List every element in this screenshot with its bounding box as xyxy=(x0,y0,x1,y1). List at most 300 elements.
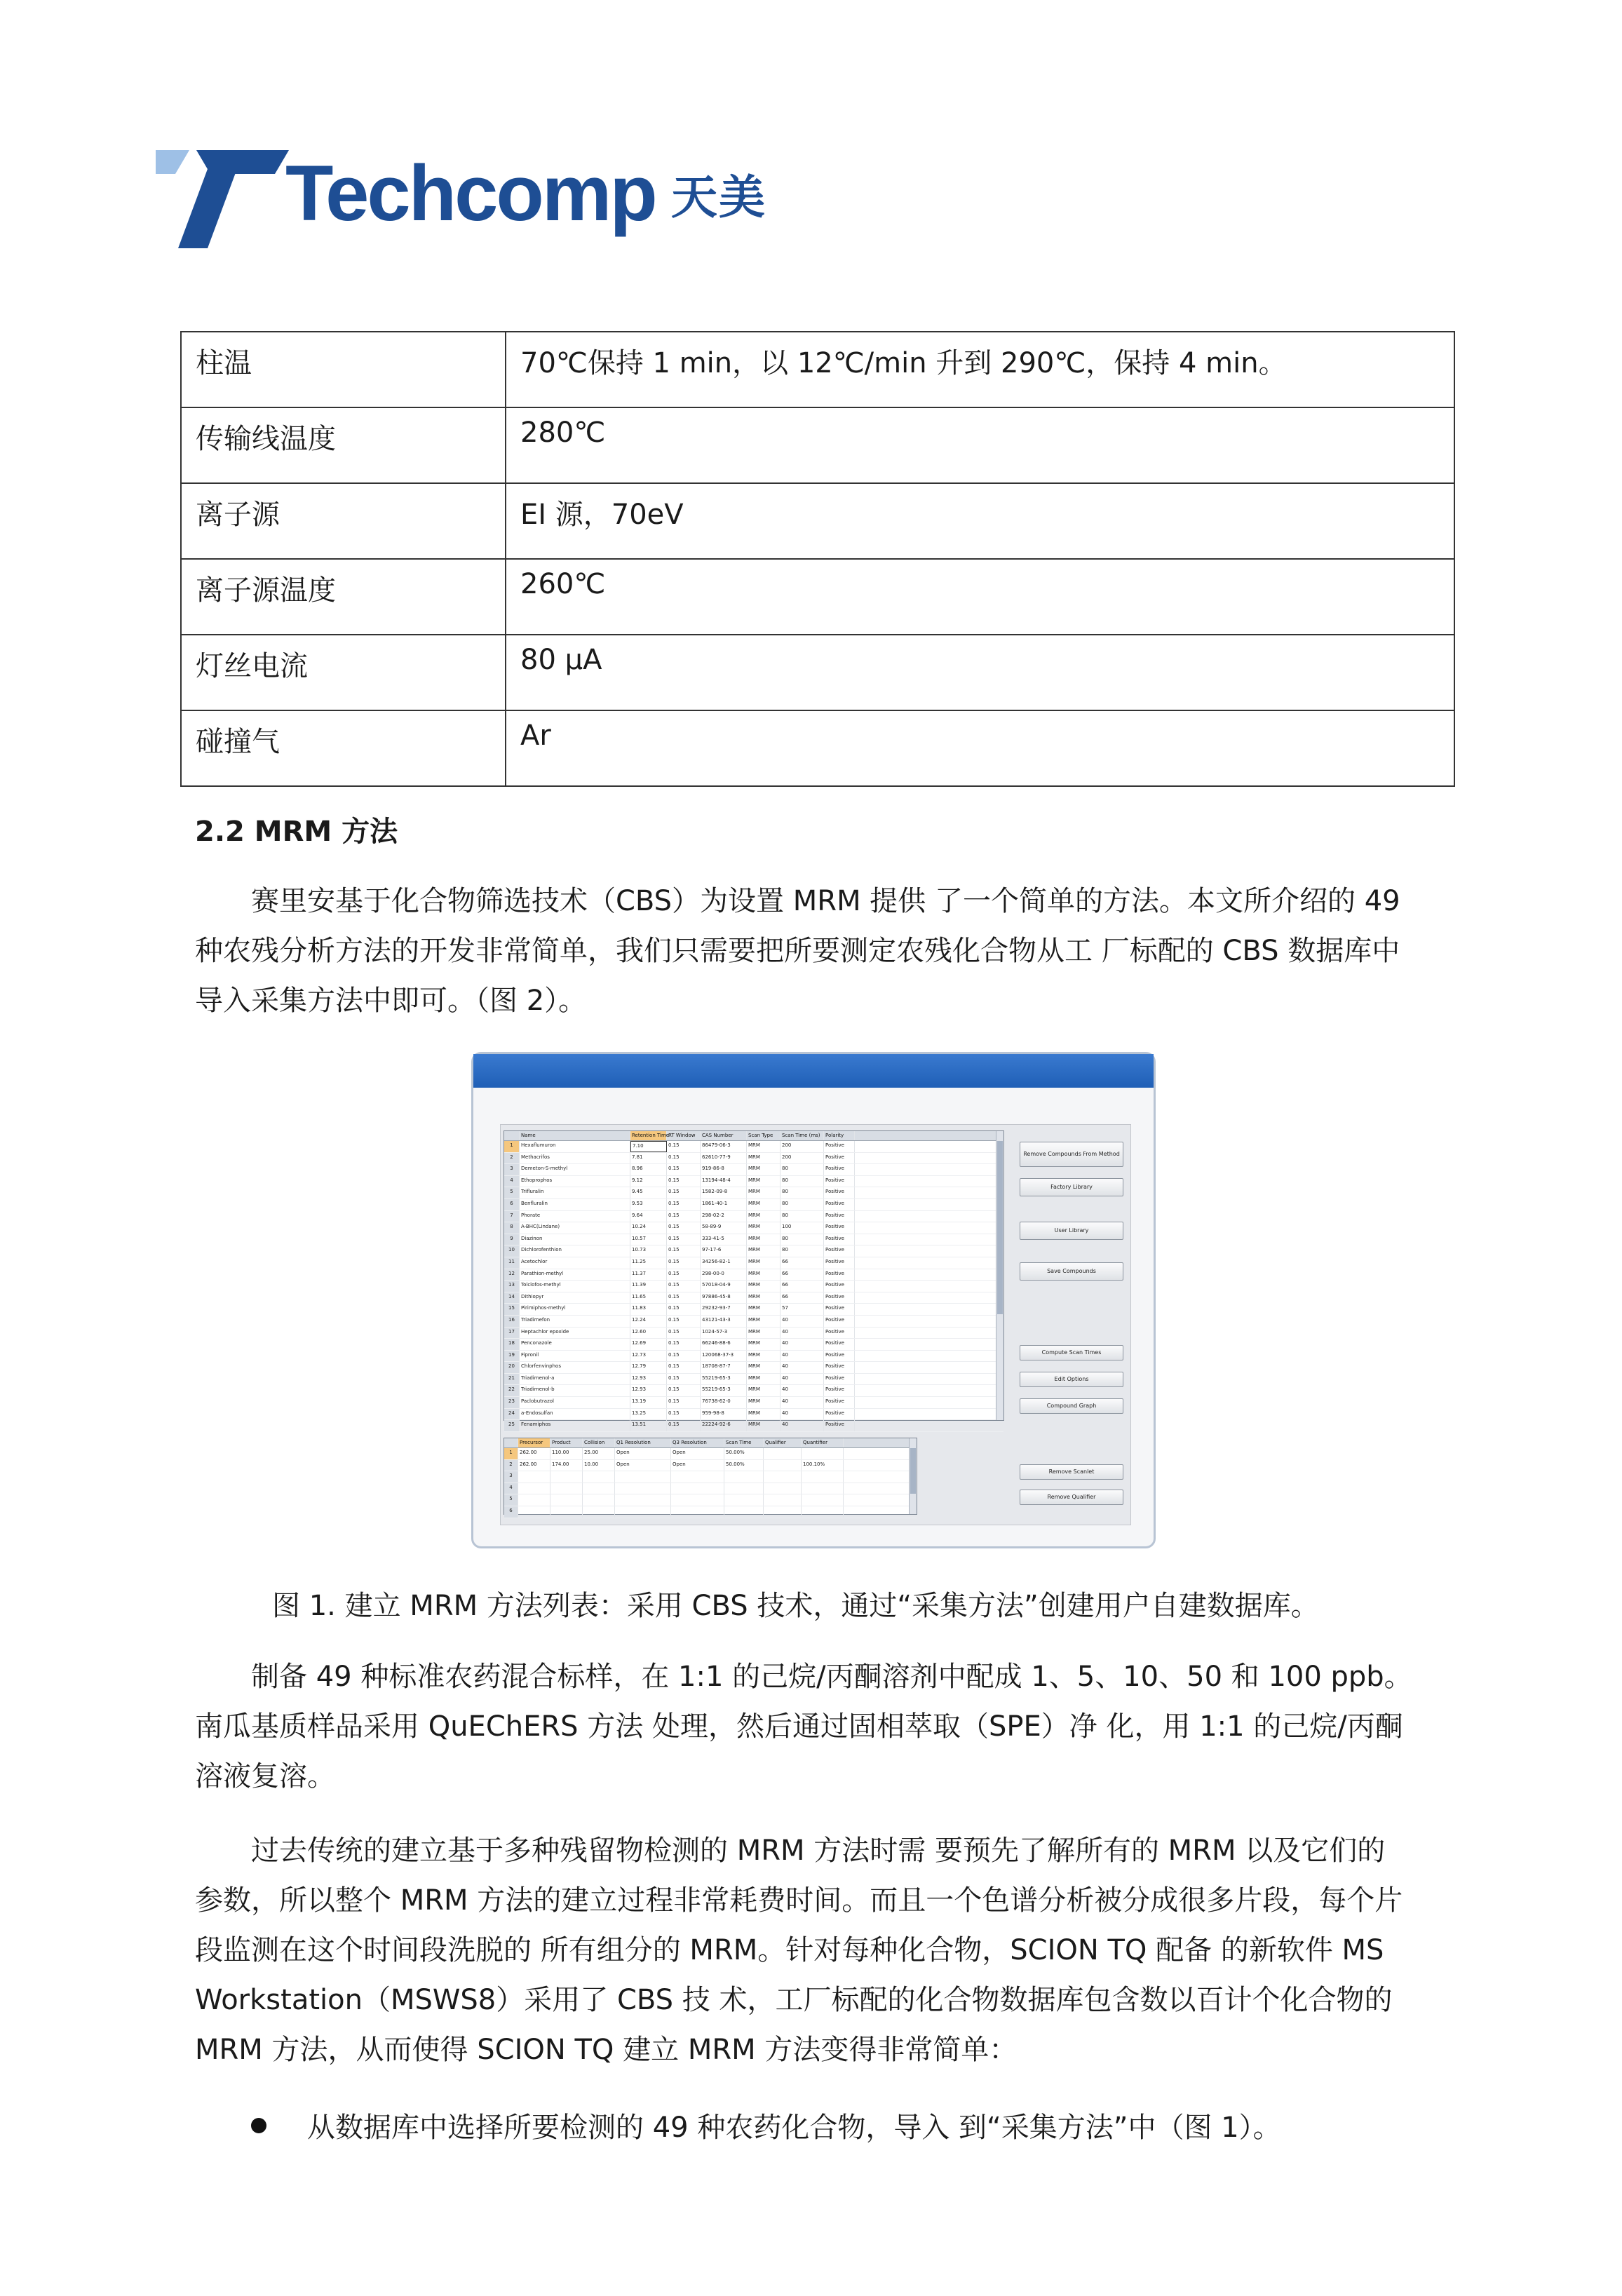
transition-cell xyxy=(550,1506,583,1518)
transition-cell: 6 xyxy=(504,1506,518,1518)
compound-cell: 76738-62-0 xyxy=(701,1397,747,1408)
compound-row[interactable] xyxy=(504,1245,1003,1257)
compound-row[interactable] xyxy=(504,1351,1003,1363)
transition-cell: 110.00 xyxy=(550,1448,583,1459)
transition-header-cell[interactable]: Collision xyxy=(583,1438,615,1447)
compound-cell: Penconazole xyxy=(520,1339,630,1350)
compound-cell: Positive xyxy=(824,1385,855,1396)
compound-cell: 0.15 xyxy=(667,1304,701,1315)
compound-cell: 200 xyxy=(780,1141,824,1152)
param-key: 灯丝电流 xyxy=(181,635,506,710)
transition-header-cell[interactable]: Precursor xyxy=(518,1438,550,1447)
transition-header-cell[interactable]: Q1 Resolution xyxy=(615,1438,671,1447)
compound-cell: 40 xyxy=(780,1409,824,1420)
compound-cell: 13.51 xyxy=(630,1420,667,1431)
save-compounds-button[interactable]: Save Compounds xyxy=(1020,1262,1123,1281)
compound-cell: Positive xyxy=(824,1328,855,1339)
compound-cell: Positive xyxy=(824,1211,855,1222)
params-row xyxy=(181,483,1454,559)
compound-header-cell[interactable]: Scan Time (ms) xyxy=(780,1131,824,1140)
section-heading: 2.2 MRM 方法 xyxy=(195,816,398,848)
param-key: 碰撞气 xyxy=(181,710,506,786)
compound-cell: MRM xyxy=(747,1222,780,1234)
compound-cell: 24 xyxy=(504,1409,520,1420)
transition-cell: 262.00 xyxy=(518,1448,550,1459)
transition-header-cell[interactable]: Qualifier xyxy=(764,1438,802,1447)
transition-row[interactable] xyxy=(504,1471,917,1483)
transition-row[interactable] xyxy=(504,1506,917,1518)
compound-cell: Heptachlor epoxide xyxy=(520,1328,630,1339)
compound-cell: 12 xyxy=(504,1269,520,1281)
compound-cell: MRM xyxy=(747,1292,780,1304)
compound-cell: Methacrifos xyxy=(520,1153,630,1164)
compound-cell: 40 xyxy=(780,1362,824,1373)
compound-cell: 13.25 xyxy=(630,1409,667,1420)
compound-cell: 0.15 xyxy=(667,1351,701,1362)
compound-cell: MRM xyxy=(747,1316,780,1327)
compound-row[interactable] xyxy=(504,1397,1003,1409)
transition-cell: Open xyxy=(671,1448,724,1459)
param-value: 260℃ xyxy=(506,559,1454,635)
compound-cell: 40 xyxy=(780,1328,824,1339)
transition-table-header xyxy=(504,1438,917,1448)
paragraph-line: MRM 方法，从而使得 SCION TQ 建立 MRM 方法变得非常简单： xyxy=(195,2034,1018,2066)
compound-cell: Paclobutrazol xyxy=(520,1397,630,1408)
compound-cell: Positive xyxy=(824,1339,855,1350)
transition-cell xyxy=(724,1494,764,1506)
remove-compounds-button[interactable]: Remove Compounds From Method xyxy=(1020,1142,1123,1167)
compound-cell: MRM xyxy=(747,1211,780,1222)
compound-cell: MRM xyxy=(747,1234,780,1245)
transition-cell: 25.00 xyxy=(583,1448,615,1459)
compound-cell: 40 xyxy=(780,1420,824,1431)
compound-cell: Dichlorofenthion xyxy=(520,1245,630,1257)
compound-cell: 57018-04-9 xyxy=(701,1281,747,1292)
compound-cell: Positive xyxy=(824,1245,855,1257)
param-key: 传输线温度 xyxy=(181,407,506,483)
factory-library-button[interactable]: Factory Library xyxy=(1020,1178,1123,1196)
compound-cell: 80 xyxy=(780,1211,824,1222)
compound-row[interactable] xyxy=(504,1257,1003,1269)
compound-cell: MRM xyxy=(747,1339,780,1350)
transition-cell xyxy=(615,1494,671,1506)
compound-cell: 959-98-8 xyxy=(701,1409,747,1420)
transition-cell: 3 xyxy=(504,1471,518,1483)
transition-cell: 5 xyxy=(504,1494,518,1506)
compound-cell: MRM xyxy=(747,1281,780,1292)
compound-row[interactable] xyxy=(504,1187,1003,1199)
compound-cell: Positive xyxy=(824,1164,855,1175)
compound-cell: 0.15 xyxy=(667,1211,701,1222)
compound-cell: 25 xyxy=(504,1420,520,1431)
compound-row[interactable] xyxy=(504,1328,1003,1339)
params-row xyxy=(181,635,1454,710)
compound-cell: 0.15 xyxy=(667,1281,701,1292)
compound-row[interactable] xyxy=(504,1199,1003,1211)
compound-cell: 97886-45-8 xyxy=(701,1292,747,1304)
compound-cell: Tolclofos-methyl xyxy=(520,1281,630,1292)
transition-cell: 10.00 xyxy=(583,1460,615,1471)
transition-cell: Open xyxy=(671,1460,724,1471)
compound-cell: 1861-40-1 xyxy=(701,1199,747,1210)
compound-cell: 80 xyxy=(780,1164,824,1175)
compound-row[interactable] xyxy=(504,1385,1003,1397)
compound-cell: MRM xyxy=(747,1257,780,1269)
compound-cell: 13.19 xyxy=(630,1397,667,1408)
compound-cell: 1582-09-8 xyxy=(701,1187,747,1198)
compound-cell: 12.93 xyxy=(630,1374,667,1385)
compound-cell: 11.83 xyxy=(630,1304,667,1315)
compound-cell: 97-17-6 xyxy=(701,1245,747,1257)
compound-cell: 9 xyxy=(504,1234,520,1245)
compound-cell: 120068-37-3 xyxy=(701,1351,747,1362)
compound-cell: 40 xyxy=(780,1339,824,1350)
compound-cell: 2 xyxy=(504,1153,520,1164)
compound-cell: Positive xyxy=(824,1304,855,1315)
compound-cell: 10.57 xyxy=(630,1234,667,1245)
compound-cell: Positive xyxy=(824,1269,855,1281)
compound-cell: Parathion-methyl xyxy=(520,1269,630,1281)
compound-cell: 19 xyxy=(504,1351,520,1362)
compound-row[interactable] xyxy=(504,1281,1003,1292)
compound-cell: Acetochlor xyxy=(520,1257,630,1269)
compound-table xyxy=(504,1130,1004,1428)
paragraph-line: 参数，所以整个 MRM 方法的建立过程非常耗费时间。而且一个色谱分析被分成很多片段，每个片 xyxy=(195,1884,1403,1917)
compound-cell: Fenamiphos xyxy=(520,1420,630,1431)
compound-cell: 10.73 xyxy=(630,1245,667,1257)
transition-cell xyxy=(671,1494,724,1506)
transition-header-cell[interactable] xyxy=(504,1438,518,1447)
compound-cell: 13 xyxy=(504,1281,520,1292)
compound-cell: 7.10 xyxy=(630,1141,667,1152)
compound-header-cell[interactable]: Polarity xyxy=(824,1131,855,1140)
compound-cell: 10 xyxy=(504,1245,520,1257)
compound-cell: 0.15 xyxy=(667,1257,701,1269)
params-row xyxy=(181,407,1454,483)
param-value: 70℃保持 1 min，以 12℃/min 升到 290℃，保持 4 min。 xyxy=(506,332,1454,407)
compound-cell: Demeton-S-methyl xyxy=(520,1164,630,1175)
compound-row[interactable] xyxy=(504,1362,1003,1374)
compound-cell: 23 xyxy=(504,1397,520,1408)
compound-cell: 0.15 xyxy=(667,1245,701,1257)
paragraph-line: 制备 49 种标准农药混合标样，在 1:1 的己烷/丙酮溶剂中配成 1、5、10、50 和 100 ppb。 xyxy=(251,1661,1412,1693)
compound-cell: 40 xyxy=(780,1397,824,1408)
compound-cell: Positive xyxy=(824,1362,855,1373)
compound-cell: MRM xyxy=(747,1328,780,1339)
compound-cell: 0.15 xyxy=(667,1269,701,1281)
transition-cell: Open xyxy=(615,1460,671,1471)
compound-cell: 62610-77-9 xyxy=(701,1153,747,1164)
compound-row[interactable] xyxy=(504,1374,1003,1386)
compound-cell: 0.15 xyxy=(667,1328,701,1339)
transition-cell xyxy=(724,1483,764,1494)
transition-cell xyxy=(764,1483,802,1494)
paragraph-line: Workstation（MSWS8）采用了 CBS 技 术，工厂标配的化合物数据库包含数以百计个化合物的 xyxy=(195,1984,1393,2016)
compound-header-cell[interactable]: Name xyxy=(520,1131,630,1140)
transition-header-cell[interactable]: Product xyxy=(550,1438,583,1447)
compound-cell: Triadimenol-b xyxy=(520,1385,630,1396)
compound-cell: 12.60 xyxy=(630,1328,667,1339)
compound-cell: Positive xyxy=(824,1141,855,1152)
compound-cell: 11.25 xyxy=(630,1257,667,1269)
techcomp-t-mark-icon xyxy=(156,150,289,248)
compound-cell: Positive xyxy=(824,1234,855,1245)
compound-cell: Benfluralin xyxy=(520,1199,630,1210)
compound-cell: 7 xyxy=(504,1211,520,1222)
transition-header-cell[interactable]: Quantifier xyxy=(802,1438,844,1447)
compound-cell: 40 xyxy=(780,1316,824,1327)
compound-cell: 66 xyxy=(780,1257,824,1269)
transition-cell xyxy=(671,1483,724,1494)
compound-cell: MRM xyxy=(747,1199,780,1210)
compound-header-cell[interactable]: Scan Type xyxy=(747,1131,780,1140)
compound-row[interactable] xyxy=(504,1141,1003,1153)
compound-row[interactable] xyxy=(504,1164,1003,1176)
transition-cell xyxy=(671,1471,724,1483)
transition-cell xyxy=(724,1506,764,1518)
transition-cell xyxy=(518,1483,550,1494)
compound-row[interactable] xyxy=(504,1339,1003,1351)
compound-cell: 12.24 xyxy=(630,1316,667,1327)
bullet-text: 从数据库中选择所要检测的 49 种农药化合物，导入 到“采集方法”中（图 1）。 xyxy=(307,2112,1281,2144)
transition-cell xyxy=(615,1471,671,1483)
compound-cell: 86479-06-3 xyxy=(701,1141,747,1152)
paragraph-line: 段监测在这个时间段洗脱的 所有组分的 MRM。针对每种化合物，SCION TQ 配备 的新软件 MS xyxy=(195,1934,1384,1966)
transition-cell: 262.00 xyxy=(518,1460,550,1471)
compound-cell: 6 xyxy=(504,1199,520,1210)
compound-cell: 12.79 xyxy=(630,1362,667,1373)
transition-cell xyxy=(615,1483,671,1494)
edit-options-button[interactable]: Edit Options xyxy=(1020,1372,1123,1387)
compound-row[interactable] xyxy=(504,1304,1003,1316)
transition-cell: 50.00% xyxy=(724,1460,764,1471)
compound-cell: Positive xyxy=(824,1374,855,1385)
transition-cell xyxy=(764,1506,802,1518)
compound-cell: 20 xyxy=(504,1362,520,1373)
compound-cell: A-BHC(Lindane) xyxy=(520,1222,630,1234)
compound-cell: Triadimefon xyxy=(520,1316,630,1327)
compound-cell: a-Endosulfan xyxy=(520,1409,630,1420)
compound-cell: 66 xyxy=(780,1292,824,1304)
compound-header-cell[interactable] xyxy=(504,1131,520,1140)
compound-cell: 0.15 xyxy=(667,1362,701,1373)
compound-cell: 0.15 xyxy=(667,1409,701,1420)
compound-cell: MRM xyxy=(747,1385,780,1396)
transition-header-cell[interactable]: Scan Time xyxy=(724,1438,764,1447)
compound-graph-button[interactable]: Compound Graph xyxy=(1020,1398,1123,1414)
compound-cell: 0.15 xyxy=(667,1234,701,1245)
transition-cell xyxy=(583,1483,615,1494)
compound-cell: 9.12 xyxy=(630,1176,667,1187)
compound-cell: 333-41-5 xyxy=(701,1234,747,1245)
transition-cell xyxy=(802,1483,844,1494)
compound-cell: 9.64 xyxy=(630,1211,667,1222)
param-value: EI 源，70eV xyxy=(506,483,1454,559)
transition-header-cell[interactable]: Q3 Resolution xyxy=(671,1438,724,1447)
compound-cell: MRM xyxy=(747,1141,780,1152)
compound-row[interactable] xyxy=(504,1292,1003,1304)
compound-header-cell[interactable]: CAS Number xyxy=(701,1131,747,1140)
param-value: 280℃ xyxy=(506,407,1454,483)
transition-cell: 4 xyxy=(504,1483,518,1494)
compound-cell: Positive xyxy=(824,1222,855,1234)
compound-cell: 11.39 xyxy=(630,1281,667,1292)
compound-cell: Triadimenol-a xyxy=(520,1374,630,1385)
compound-cell: Diazinon xyxy=(520,1234,630,1245)
compound-cell: MRM xyxy=(747,1420,780,1431)
compound-row[interactable] xyxy=(504,1316,1003,1328)
transition-cell xyxy=(764,1460,802,1471)
compound-cell: 40 xyxy=(780,1385,824,1396)
compound-cell: 57 xyxy=(780,1304,824,1315)
remove-scanlet-button[interactable]: Remove Scanlet xyxy=(1020,1464,1123,1480)
compound-cell: 43121-43-3 xyxy=(701,1316,747,1327)
paragraph-mrm-method xyxy=(195,1826,1450,2075)
compound-cell: MRM xyxy=(747,1164,780,1175)
logo-chinese-name: 天美 xyxy=(671,170,766,224)
compound-cell: 919-86-8 xyxy=(701,1164,747,1175)
compound-cell: 13194-48-4 xyxy=(701,1176,747,1187)
compound-cell: Hexaflumuron xyxy=(520,1141,630,1152)
transition-row[interactable] xyxy=(504,1448,917,1460)
compound-cell: 200 xyxy=(780,1153,824,1164)
transition-cell xyxy=(550,1494,583,1506)
compound-cell: 11.37 xyxy=(630,1269,667,1281)
compound-row[interactable] xyxy=(504,1153,1003,1165)
window-title-bar xyxy=(473,1054,1154,1088)
compound-cell: Positive xyxy=(824,1292,855,1304)
compound-cell: 80 xyxy=(780,1187,824,1198)
transition-row[interactable] xyxy=(504,1483,917,1495)
paragraph-line: 南瓜基质样品采用 QuEChERS 方法 处理，然后通过固相萃取（SPE）净 化，用 1:1 的己烷/丙酮 xyxy=(195,1710,1403,1743)
param-value: 80 µA xyxy=(506,635,1454,710)
transition-cell xyxy=(518,1506,550,1518)
transition-table-scrollbar[interactable] xyxy=(909,1438,917,1514)
compound-cell: 0.15 xyxy=(667,1292,701,1304)
transition-row[interactable] xyxy=(504,1494,917,1506)
compound-table-header xyxy=(504,1131,1003,1141)
compound-cell: 40 xyxy=(780,1351,824,1362)
compound-row[interactable] xyxy=(504,1211,1003,1223)
paragraph-line: 过去传统的建立基于多种残留物检测的 MRM 方法时需 要预先了解所有的 MRM 以及它们的 xyxy=(251,1835,1386,1867)
logo-wordmark: Techcomp xyxy=(285,149,656,237)
compound-cell: MRM xyxy=(747,1176,780,1187)
compound-row[interactable] xyxy=(504,1176,1003,1188)
compound-cell: 0.15 xyxy=(667,1374,701,1385)
compound-cell: 0.15 xyxy=(667,1176,701,1187)
user-library-button[interactable]: User Library xyxy=(1020,1222,1123,1240)
param-value: Ar xyxy=(506,710,1454,786)
remove-qualifier-button[interactable]: Remove Qualifier xyxy=(1020,1490,1123,1505)
compound-cell: MRM xyxy=(747,1409,780,1420)
compound-cell: 58-89-9 xyxy=(701,1222,747,1234)
compound-cell: Positive xyxy=(824,1187,855,1198)
compound-row[interactable] xyxy=(504,1420,1003,1432)
compound-cell: 66246-88-6 xyxy=(701,1339,747,1350)
compound-cell: 40 xyxy=(780,1374,824,1385)
transition-cell xyxy=(802,1506,844,1518)
compound-cell: 22224-92-6 xyxy=(701,1420,747,1431)
compound-cell: 11.65 xyxy=(630,1292,667,1304)
bullet-dot-icon xyxy=(251,2118,266,2133)
param-key: 柱温 xyxy=(181,332,506,407)
compound-cell: MRM xyxy=(747,1362,780,1373)
transition-cell: 1 xyxy=(504,1448,518,1459)
compound-header-cell[interactable]: Retention Time xyxy=(630,1131,667,1140)
compound-cell: 0.15 xyxy=(667,1339,701,1350)
compound-cell: Ethoprophos xyxy=(520,1176,630,1187)
compound-cell: Positive xyxy=(824,1153,855,1164)
compound-cell: Dithiopyr xyxy=(520,1292,630,1304)
compound-row[interactable] xyxy=(504,1234,1003,1246)
compound-cell: 0.15 xyxy=(667,1141,701,1152)
compound-cell: Positive xyxy=(824,1281,855,1292)
compound-cell: MRM xyxy=(747,1397,780,1408)
transition-cell xyxy=(802,1494,844,1506)
transition-cell xyxy=(550,1471,583,1483)
compound-row[interactable] xyxy=(504,1222,1003,1234)
compound-row[interactable] xyxy=(504,1269,1003,1281)
compound-cell: 10.24 xyxy=(630,1222,667,1234)
compound-cell: MRM xyxy=(747,1374,780,1385)
compound-row[interactable] xyxy=(504,1409,1003,1421)
compound-cell: MRM xyxy=(747,1269,780,1281)
compound-cell: 12.73 xyxy=(630,1351,667,1362)
transition-cell xyxy=(583,1506,615,1518)
compound-cell: MRM xyxy=(747,1304,780,1315)
compound-cell: Phorate xyxy=(520,1211,630,1222)
compound-cell: 55219-65-3 xyxy=(701,1374,747,1385)
transition-cell xyxy=(802,1448,844,1459)
compound-cell: 15 xyxy=(504,1304,520,1315)
transition-row[interactable] xyxy=(504,1460,917,1472)
compound-header-cell[interactable]: RT Window xyxy=(667,1131,701,1140)
compound-cell: 8 xyxy=(504,1222,520,1234)
compound-cell: 12.69 xyxy=(630,1339,667,1350)
compound-cell: 66 xyxy=(780,1269,824,1281)
compound-cell: Trifluralin xyxy=(520,1187,630,1198)
compound-cell: Positive xyxy=(824,1316,855,1327)
compound-cell: 14 xyxy=(504,1292,520,1304)
param-key: 离子源温度 xyxy=(181,559,506,635)
compound-cell: 100 xyxy=(780,1222,824,1234)
compound-cell: 80 xyxy=(780,1176,824,1187)
compound-cell: 21 xyxy=(504,1374,520,1385)
transition-cell xyxy=(583,1471,615,1483)
compound-cell: 5 xyxy=(504,1187,520,1198)
compound-cell: 55219-65-3 xyxy=(701,1385,747,1396)
figure-caption: 图 1. 建立 MRM 方法列表：采用 CBS 技术，通过“采集方法”创建用户自建数据库。 xyxy=(272,1590,1319,1622)
compound-table-scrollbar[interactable] xyxy=(996,1131,1003,1420)
compound-cell: 7.81 xyxy=(630,1153,667,1164)
transition-cell xyxy=(724,1471,764,1483)
compound-cell: 298-02-2 xyxy=(701,1211,747,1222)
compound-cell: Positive xyxy=(824,1397,855,1408)
compound-cell: 16 xyxy=(504,1316,520,1327)
compound-cell: 0.15 xyxy=(667,1222,701,1234)
compound-cell: Positive xyxy=(824,1420,855,1431)
software-screenshot xyxy=(471,1052,1156,1548)
compound-cell: 80 xyxy=(780,1199,824,1210)
transition-cell xyxy=(615,1506,671,1518)
compound-cell: 22 xyxy=(504,1385,520,1396)
compound-cell: MRM xyxy=(747,1153,780,1164)
params-row xyxy=(181,710,1454,786)
compound-cell: 0.15 xyxy=(667,1385,701,1396)
transition-cell xyxy=(802,1471,844,1483)
transition-cell: 174.00 xyxy=(550,1460,583,1471)
compute-scan-times-button[interactable]: Compute Scan Times xyxy=(1020,1345,1123,1360)
